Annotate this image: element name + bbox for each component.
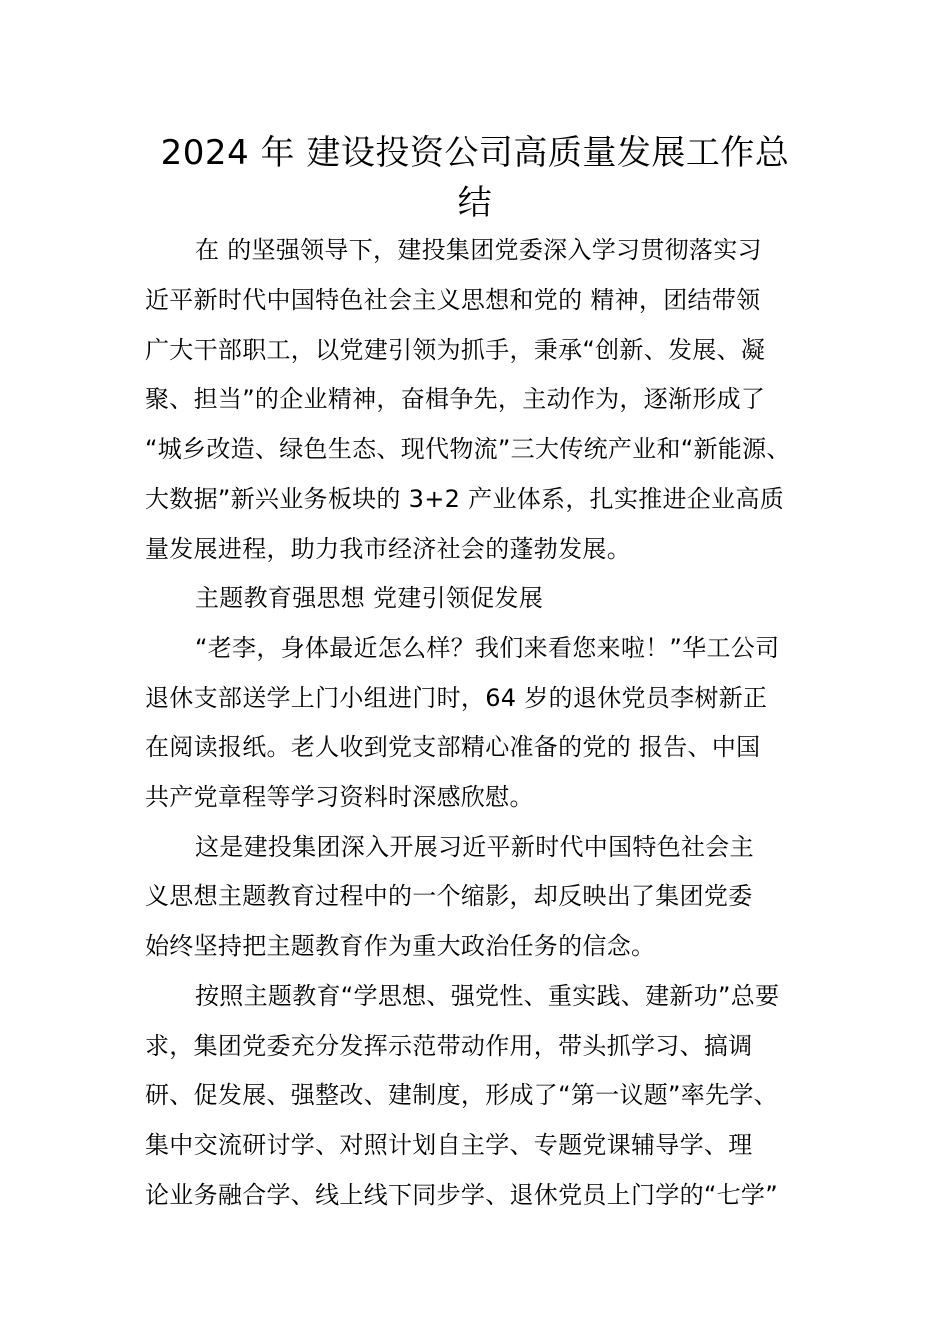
paragraph-line: 量发展进程，助力我市经济社会的蓬勃发展。 xyxy=(145,535,631,563)
paragraph-line: 广大干部职工，以党建引领为抓手，秉承“创新、发展、凝 xyxy=(145,336,766,364)
paragraph-line: 按照主题教育“学思想、强党性、重实践、建新功”总要 xyxy=(195,982,780,1010)
document-title-line2: 结 xyxy=(457,183,493,223)
paragraph-line: 研、促发展、强整改、建制度，形成了“第一议题”率先学、 xyxy=(145,1081,778,1109)
paragraph-line: 大数据”新兴业务板块的 3+2 产业体系，扎实推进企业高质 xyxy=(145,485,785,513)
paragraph-line: 近平新时代中国特色社会主义思想和党的 精神，团结带领 xyxy=(145,286,761,314)
paragraph-line: “城乡改造、绿色生态、现代物流”三大传统产业和“新能源、 xyxy=(145,435,791,463)
paragraph-line: 求，集团党委充分发挥示范带动作用，带头抓学习、搞调 xyxy=(145,1032,753,1060)
paragraph-line: 义思想主题教育过程中的一个缩影，却反映出了集团党委 xyxy=(145,882,753,910)
paragraph-line: 退休支部送学上门小组进门时，64 岁的退休党员李树新正 xyxy=(145,684,768,712)
document-title xyxy=(145,128,805,228)
paragraph-line: 论业务融合学、线上线下同步学、退休党员上门学的“七学” xyxy=(145,1181,778,1209)
paragraph-line: “老李，身体最近怎么样？我们来看您来啦！”华工公司 xyxy=(195,634,780,662)
paragraph-line: 始终坚持把主题教育作为重大政治任务的信念。 xyxy=(145,932,656,960)
section-heading: 主题教育强思想 党建引领促发展 xyxy=(195,584,544,612)
paragraph-line: 这是建投集团深入开展习近平新时代中国特色社会主 xyxy=(195,833,754,861)
document-title-line1: 2024 年 建设投资公司高质量发展工作总 xyxy=(160,133,790,173)
paragraph-line: 在 的坚强领导下，建投集团党委深入学习贯彻落实习 xyxy=(195,236,762,264)
paragraph-line: 共产党章程等学习资料时深感欣慰。 xyxy=(145,783,534,811)
paragraph-line: 聚、担当”的企业精神，奋楫争先，主动作为，逐渐形成了 xyxy=(145,385,766,413)
paragraph-line: 在阅读报纸。老人收到党支部精心准备的党的 报告、中国 xyxy=(145,733,761,761)
paragraph-line: 集中交流研讨学、对照计划自主学、专题党课辅导学、理 xyxy=(145,1131,753,1159)
